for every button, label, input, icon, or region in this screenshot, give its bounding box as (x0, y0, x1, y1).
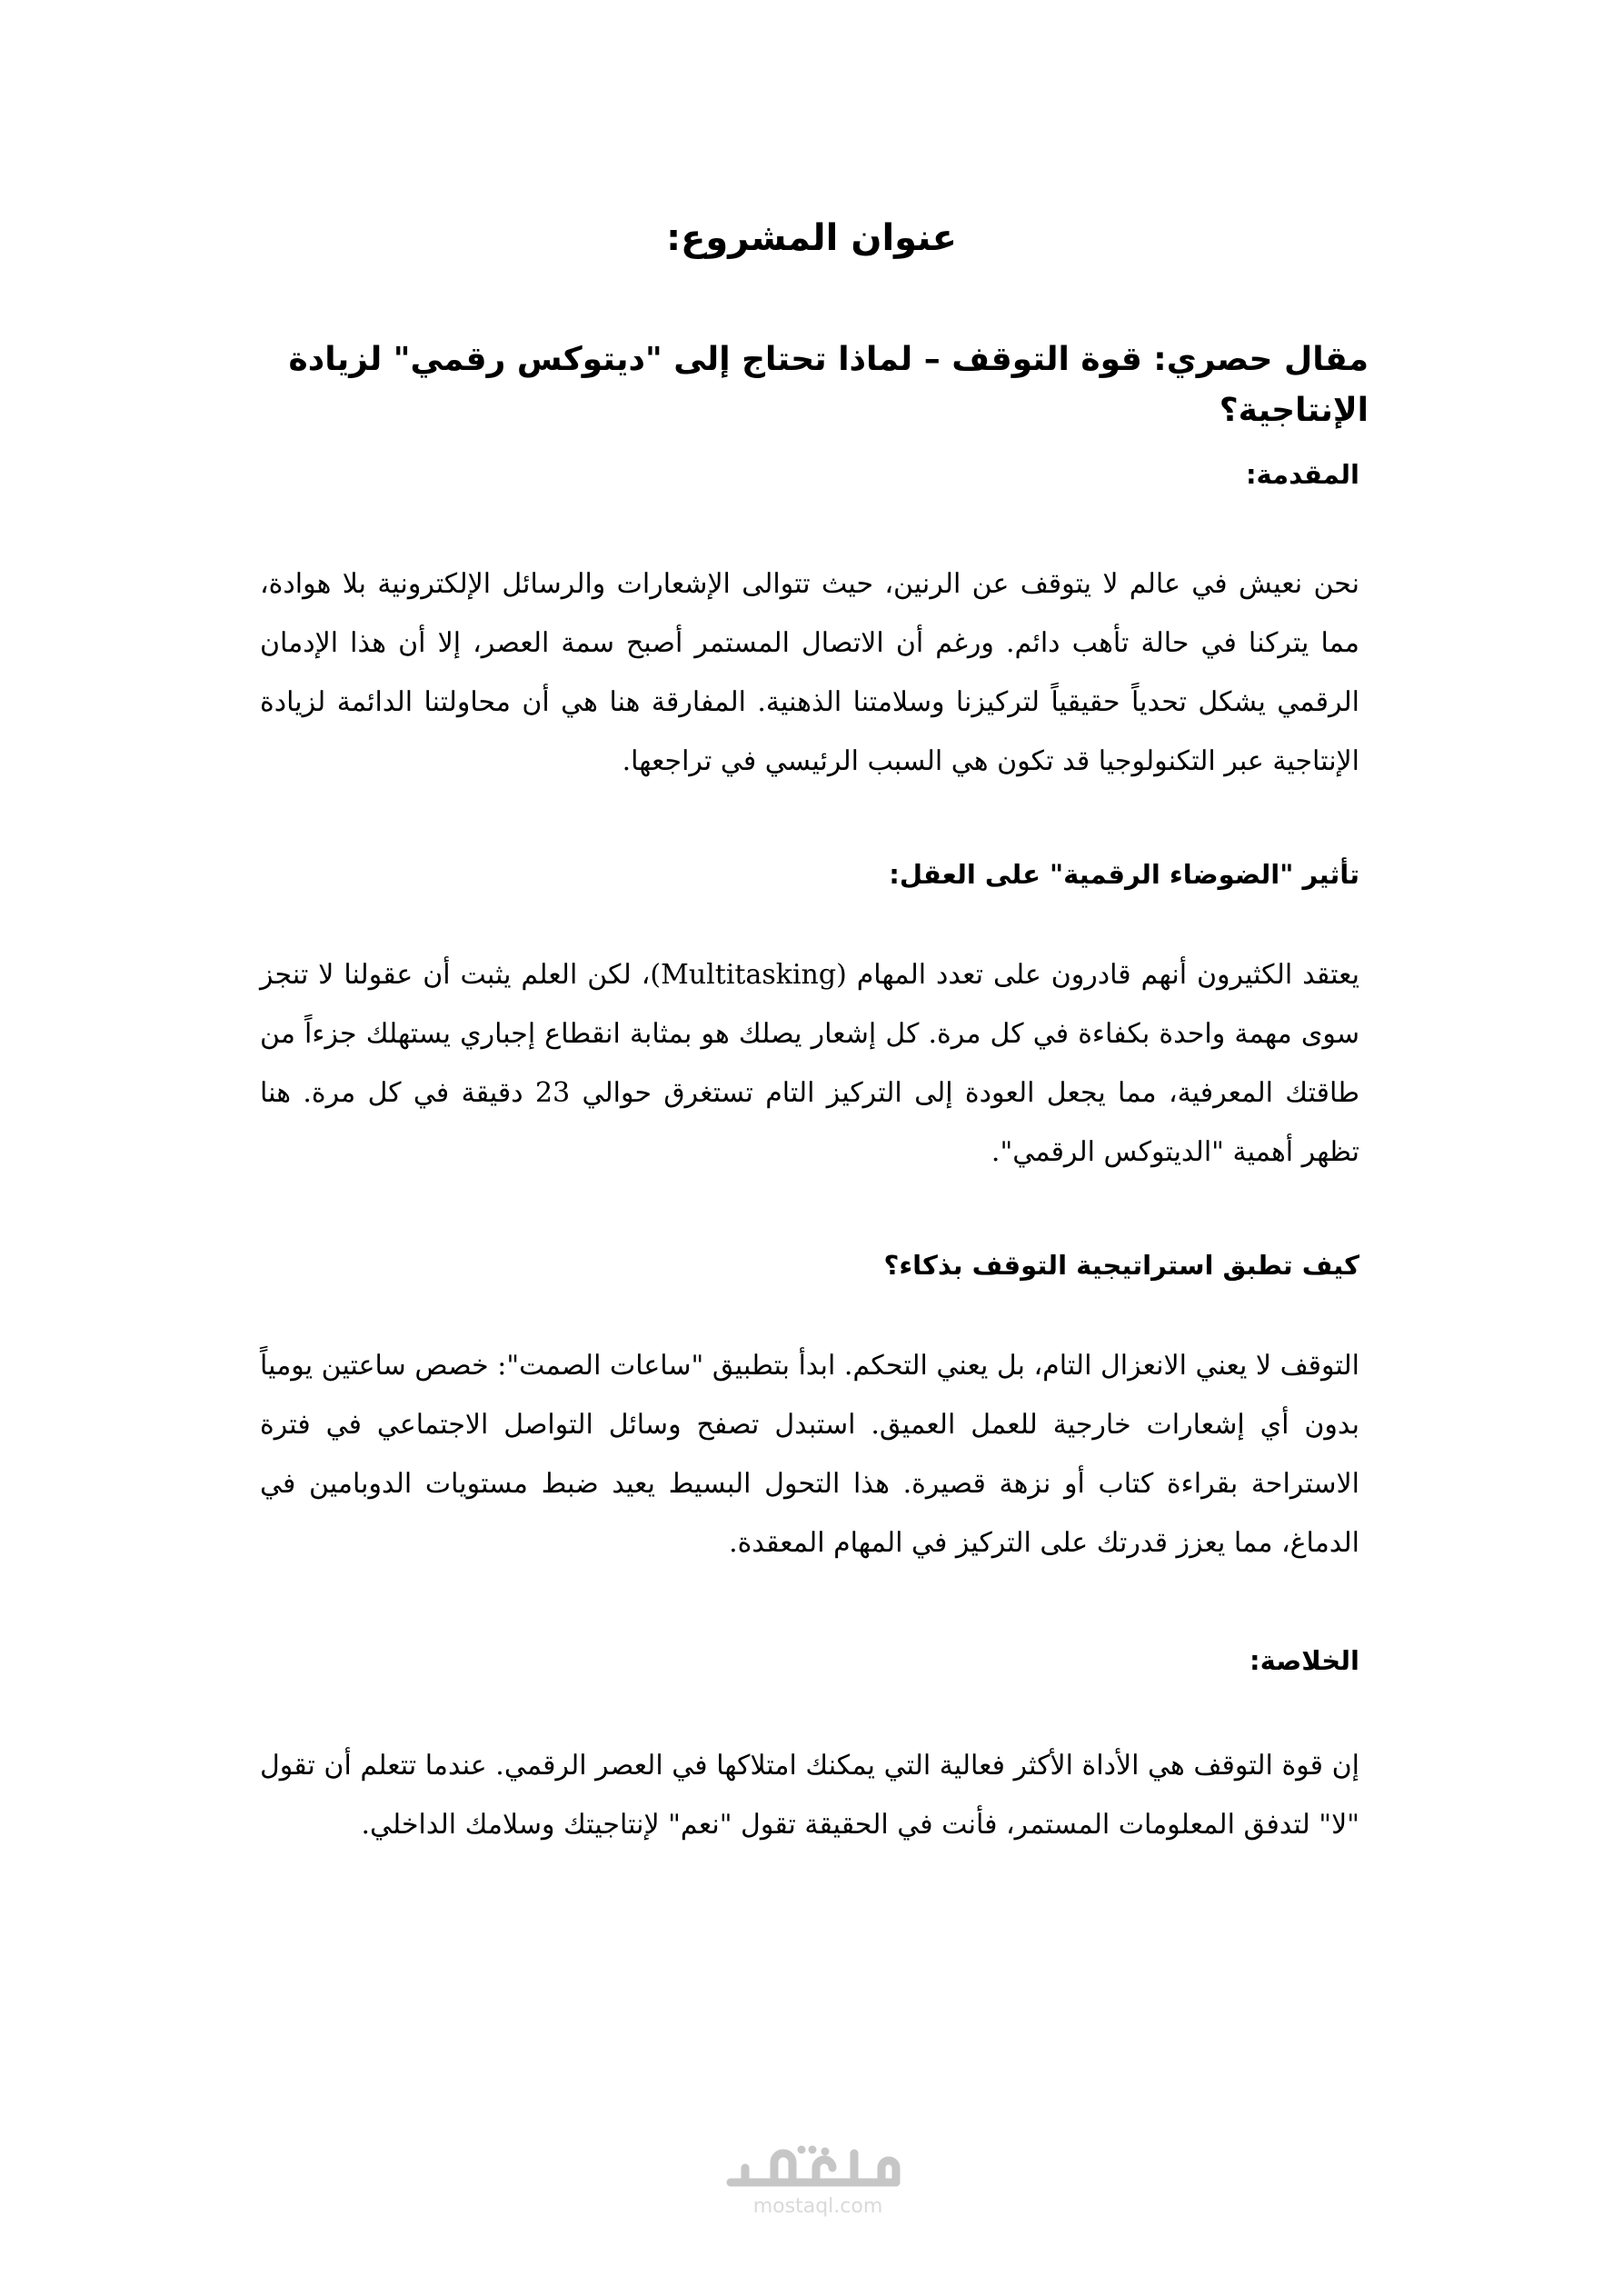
watermark-domain: mostaql.com (752, 2195, 883, 2218)
article-subtitle: مقال حصري: قوة التوقف – لماذا تحتاج إلى "ديتوكس رقمي" لزيادة الإنتاجية؟ (288, 341, 1369, 429)
section-heading-conclusion: الخلاصة: (1250, 1645, 1359, 1676)
section-heading-impact: تأثير "الضوضاء الرقمية" على العقل: (889, 859, 1359, 890)
mostaql-logo-icon (718, 2141, 918, 2197)
section-heading-how: كيف تطبق استراتيجية التوقف بذكاء؟ (883, 1250, 1359, 1281)
section-body-conclusion: إن قوة التوقف هي الأداة الأكثر فعالية التي يمكنك امتلاكها في العصر الرقمي. عندما تتعلم أن تقول "لا" لتدفق المعلومات المستمر، فأنت في الحقيقة تقول "نعم" لإنتاجيتك وسلامك الداخلي. (260, 1750, 1359, 1841)
section-body-how: التوقف لا يعني الانعزال التام، بل يعني التحكم. ابدأ بتطبيق "ساعات الصمت": خصص ساعتين يومياً بدون أي إشعارات خارجية للعمل العميق. استبدل تصفح وسائل التواصل الاجتماعي في فترة الاستراحة بقراءة كتاب أو نزهة قصيرة. هذا التحول البسيط يعيد ضبط مستويات الدوبامين في الدماغ، مما يعزز قدرتك على التركيز في المهام المعقدة. (260, 1350, 1359, 1559)
mostaql-watermark (709, 2141, 927, 2218)
section-body-intro: نحن نعيش في عالم لا يتوقف عن الرنين، حيث تتوالى الإشعارات والرسائل الإلكترونية بلا هوادة، مما يتركنا في حالة تأهب دائم. ورغم أن الاتصال المستمر أصبح سمة العصر، إلا أن هذا الإدمان الرقمي يشكل تحدياً حقيقياً لتركيزنا وسلامتنا الذهنية. المفارقة هنا هي أن محاولتنا الدائمة لزيادة الإنتاجية عبر التكنولوجيا قد تكون هي السبب الرئيسي في تراجعها. (260, 568, 1359, 777)
section-body-impact: يعتقد الكثيرون أنهم قادرون على تعدد المهام (Multitasking)، لكن العلم يثبت أن عقولنا لا تنجز سوى مهمة واحدة بكفاءة في كل مرة. كل إشعار يصلك هو بمثابة انقطاع إجباري يستهلك جزءاً من طاقتك المعرفية، مما يجعل العودة إلى التركيز التام تستغرق حوالي 23 دقيقة في كل مرة. هنا تظهر أهمية "الديتوكس الرقمي". (260, 959, 1359, 1168)
section-heading-intro: المقدمة: (1245, 459, 1359, 490)
page-title: عنوان المشروع: (666, 217, 957, 259)
